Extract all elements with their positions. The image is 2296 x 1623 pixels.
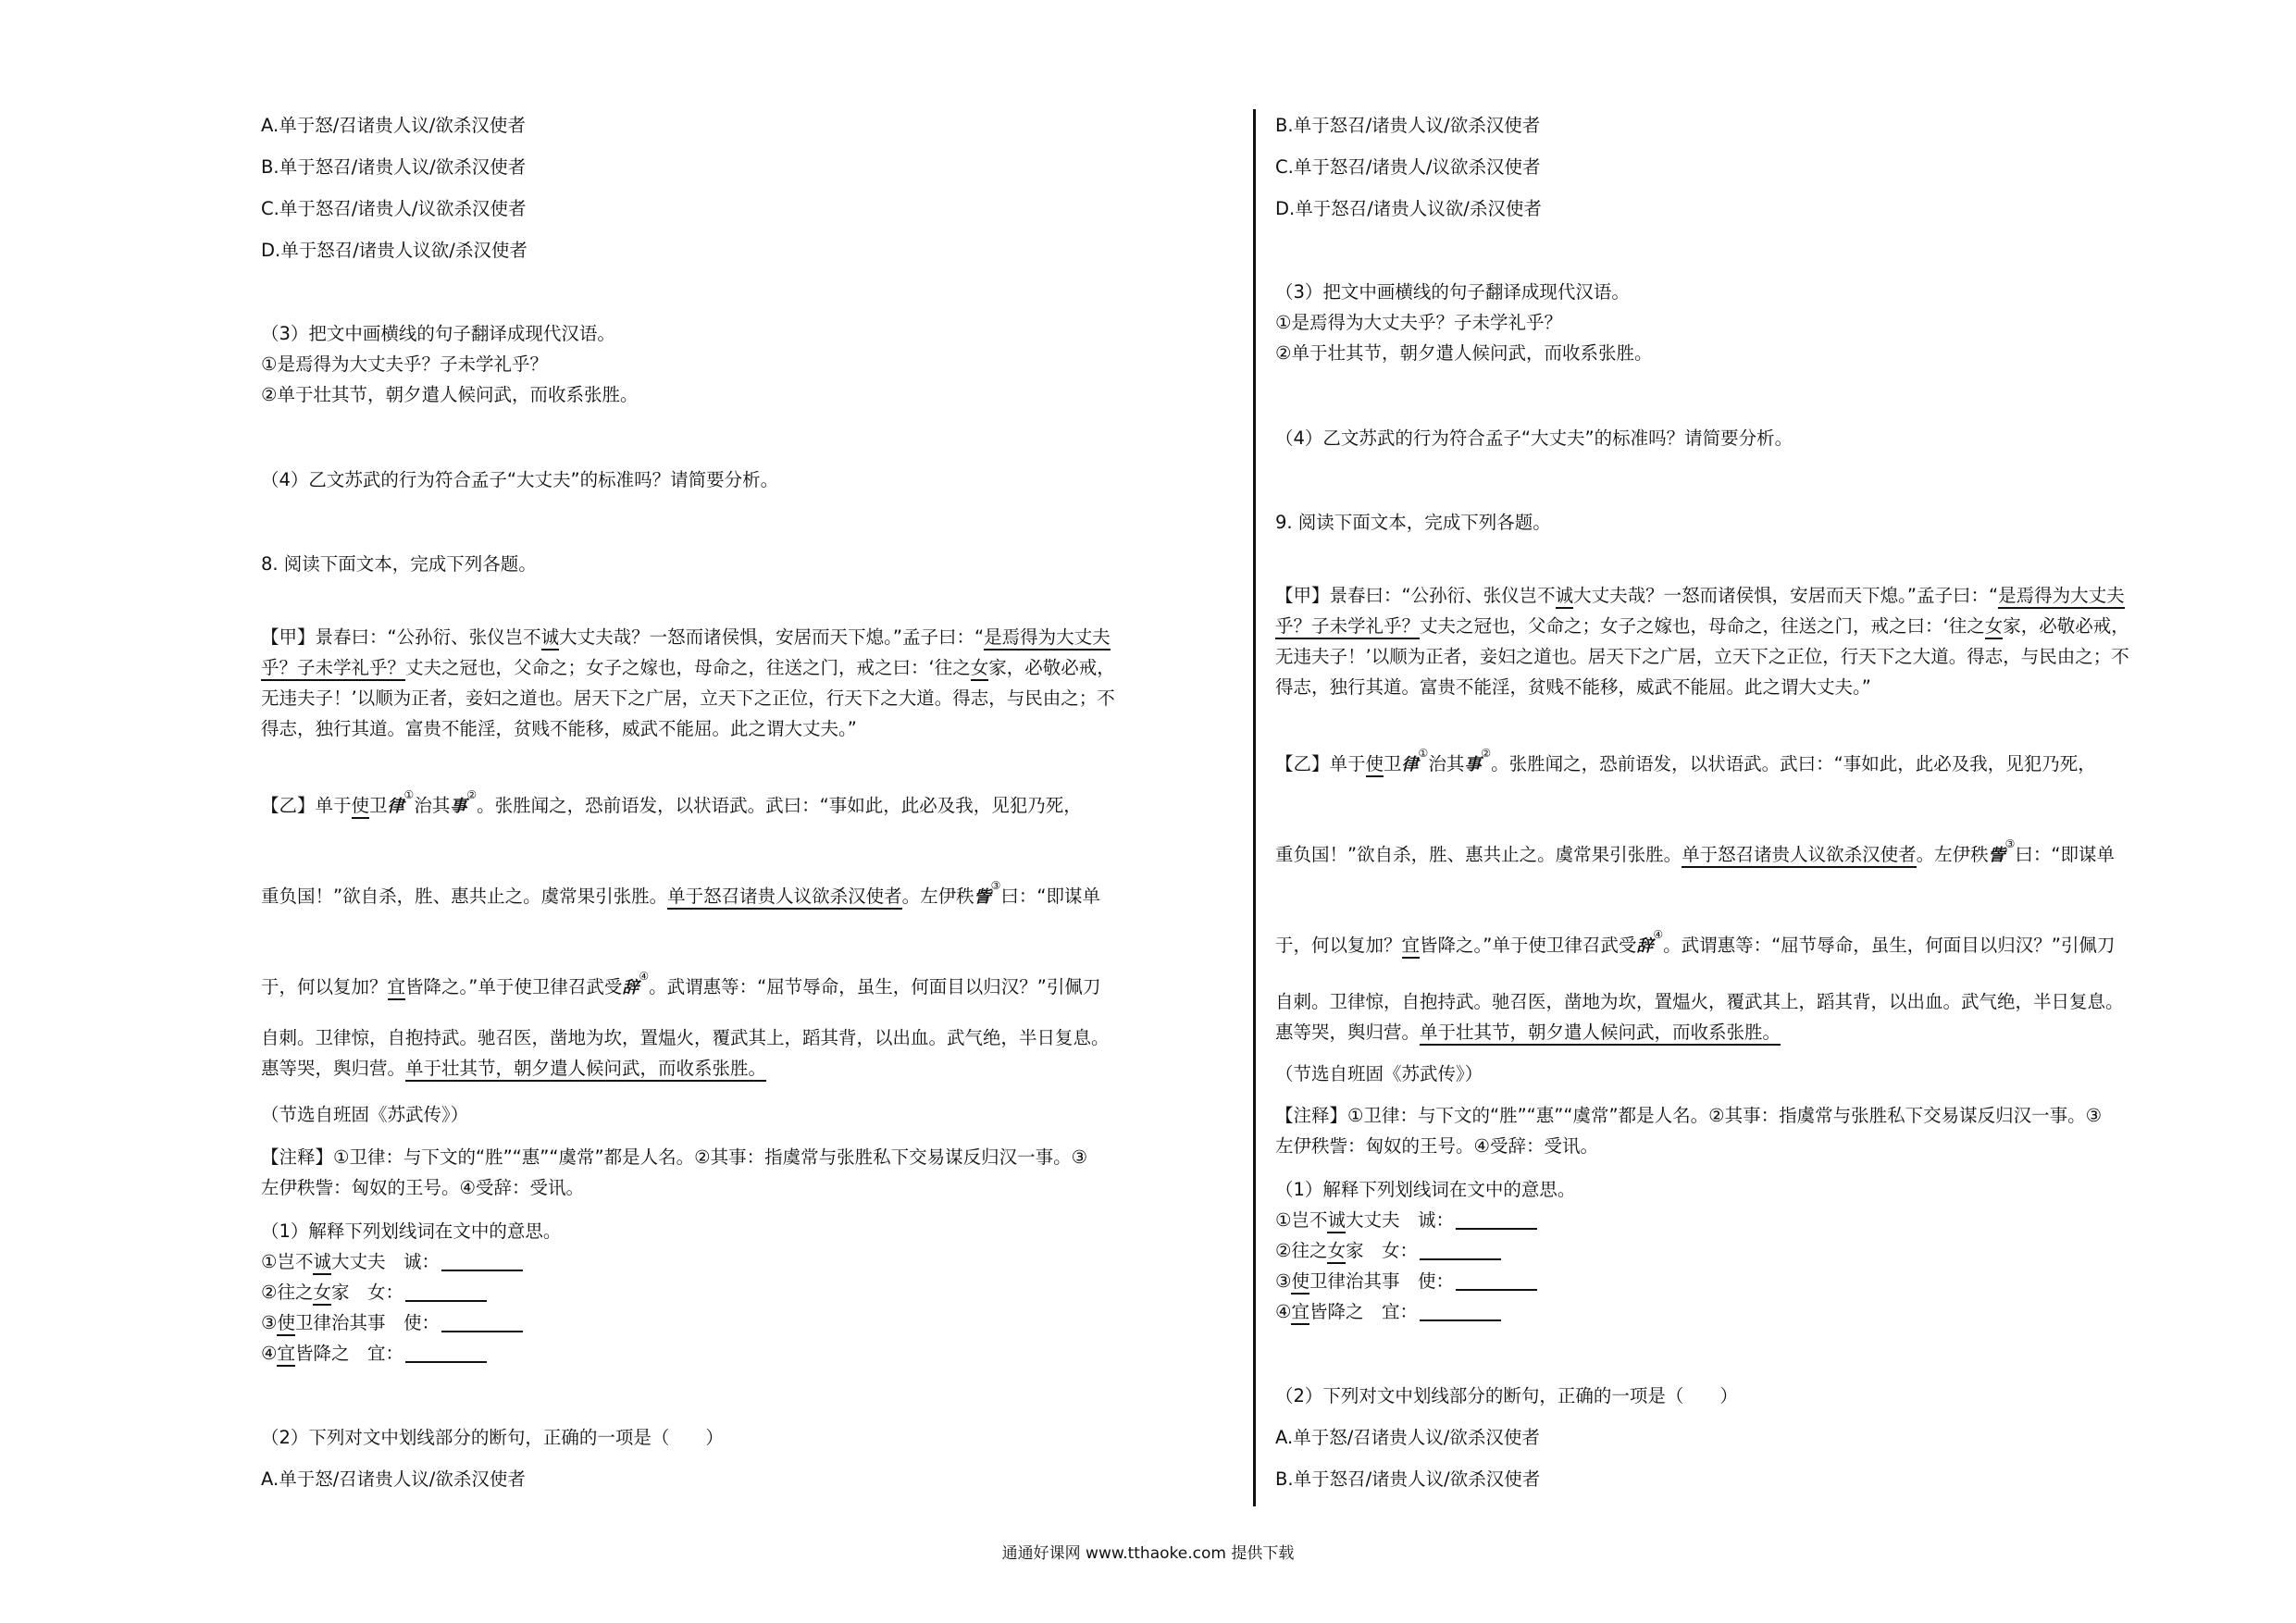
q4-text: （4）乙文苏武的行为符合孟子“大丈夫”的标准吗？请简要分析。 [261,469,779,490]
column-divider [1253,109,1256,1506]
notes-line-1: 【注释】①卫律：与下文的“胜”“惠”“虞常”都是人名。②其事：指虞常与张胜私下交易谋反归汉一事。③ [261,1146,1088,1168]
q2-option-a: A.单于怒/召诸贵人议/欲杀汉使者 [1275,1427,1540,1448]
footer-credit: 通通好课网 www.tthaoke.com 提供下载 [1001,1544,1295,1563]
garbled-glyph-icon: 律 [387,797,404,816]
q1-item-4: ④宜皆降之 宜： [1275,1300,1501,1324]
option-b: B.单于怒召/诸贵人议/欲杀汉使者 [261,156,527,178]
q1-item-2: ②往之女家 女： [261,1281,487,1305]
source-citation: （节选自班固《苏武传》） [261,1104,469,1125]
q3-heading: （3）把文中画横线的句子翻译成现代汉语。 [1275,281,1630,303]
passage-jia-line-4: 得志，独行其道。富贵不能淫，贫贱不能移，威武不能屈。此之谓大丈夫。” [1275,676,1871,698]
garbled-glyph-icon: 事 [450,797,467,816]
q1-heading: （1）解释下列划线词在文中的意思。 [261,1220,562,1242]
source-citation: （节选自班固《苏武传》） [1275,1063,1483,1084]
answer-blank[interactable] [441,1251,523,1271]
q2-heading: （2）下列对文中划线部分的断句，正确的一项是（ ） [1275,1385,1738,1406]
q1-item-3: ③使卫律治其事 使： [261,1311,523,1335]
passage-jia-line-3: 无违夫子！’以顺为正者，妾妇之道也。居天下之广居，立天下之正位，行天下之大道。得志，与民由之；不 [1275,646,2129,667]
q3-sentence-2: ②单于壮其节，朝夕遣人候问武，而收系张胜。 [261,384,639,405]
answer-blank[interactable] [1420,1301,1501,1321]
q3-heading: （3）把文中画横线的句子翻译成现代汉语。 [261,323,615,344]
option-c: C.单于怒召/诸贵人/议欲杀汉使者 [261,198,527,219]
option-d: D.单于怒召/诸贵人议欲/杀汉使者 [261,240,527,261]
q3-sentence-1: ①是焉得为大丈夫乎？子未学礼乎？ [1275,312,1562,333]
q2-heading: （2）下列对文中划线部分的断句，正确的一项是（ ） [261,1427,724,1448]
option-c: C.单于怒召/诸贵人/议欲杀汉使者 [1275,156,1541,178]
garbled-glyph-icon: 訾 [974,887,991,907]
notes-line-2: 左伊秩訾：匈奴的王号。④受辞：受讯。 [261,1177,584,1198]
passage-yi-line-2: 重负国！”欲自杀，胜、惠共止之。虞常果引张胜。单于怒召诸贵人议欲杀汉使者。左伊秩訾③曰：“即谋单 [1275,843,2115,869]
passage-yi-line-4: 自刺。卫律惊，自抱持武。驰召医，凿地为坎，置煴火，覆武其上，蹈其背，以出血。武气绝，半日复息。 [1275,991,2124,1012]
answer-blank[interactable] [1420,1240,1501,1260]
q4-text: （4）乙文苏武的行为符合孟子“大丈夫”的标准吗？请简要分析。 [1275,427,1793,449]
q3-sentence-1: ①是焉得为大丈夫乎？子未学礼乎？ [261,353,548,375]
passage-yi-line-5: 惠等哭，舆归营。单于壮其节，朝夕遣人候问武，而收系张胜。 [261,1057,766,1081]
passage-jia-line-2: 乎？子未学礼乎？丈夫之冠也，父命之；女子之嫁也，母命之，往送之门，戒之曰：‘往之女家，必敬必戒， [261,656,1115,680]
answer-blank[interactable] [441,1312,523,1332]
answer-blank[interactable] [1456,1270,1537,1291]
passage-jia-line-1: 【甲】景春曰：“公孙衍、张仪岂不诚大丈夫哉？一怒而诸侯惧，安居而天下熄。”孟子曰：“是焉得为大丈夫 [1275,584,2125,608]
garbled-glyph-icon: 事 [1464,755,1482,774]
answer-blank[interactable] [1456,1209,1537,1230]
q1-item-1: ①岂不诚大丈夫 诚： [1275,1208,1537,1233]
notes-line-1: 【注释】①卫律：与下文的“胜”“惠”“虞常”都是人名。②其事：指虞常与张胜私下交易谋反归汉一事。③ [1275,1105,2103,1126]
q1-heading: （1）解释下列划线词在文中的意思。 [1275,1179,1576,1200]
question-number: 9. 阅读下面文本，完成下列各题。 [1275,512,1551,533]
q1-item-4: ④宜皆降之 宜： [261,1342,487,1366]
garbled-glyph-icon: 律 [1401,755,1419,774]
passage-yi-line-4: 自刺。卫律惊，自抱持武。驰召医，凿地为坎，置煴火，覆武其上，蹈其背，以出血。武气绝，半日复息。 [261,1027,1110,1048]
garbled-glyph-icon: 辞 [1636,936,1654,956]
q1-item-1: ①岂不诚大丈夫 诚： [261,1250,523,1274]
answer-blank[interactable] [405,1343,487,1363]
notes-line-2: 左伊秩訾：匈奴的王号。④受辞：受讯。 [1275,1135,1598,1157]
option-d: D.单于怒召/诸贵人议欲/杀汉使者 [1275,198,1542,219]
option-a: A.单于怒/召诸贵人议/欲杀汉使者 [261,115,526,136]
q2-option-a: A.单于怒/召诸贵人议/欲杀汉使者 [261,1468,526,1490]
passage-jia-line-3: 无违夫子！’以顺为正者，妾妇之道也。居天下之广居，立天下之正位，行天下之大道。得志，与民由之；不 [261,688,1115,709]
question-number: 8. 阅读下面文本，完成下列各题。 [261,553,537,575]
option-b: B.单于怒召/诸贵人议/欲杀汉使者 [1275,115,1541,136]
passage-yi-line-3: 于，何以复加？宜皆降之。”单于使卫律召武受辞④。武谓惠等：“屈节辱命，虽生，何面目以归汉？”引佩刀 [261,975,1100,1001]
passage-yi-line-1: 【乙】单于使卫律①治其事②。张胜闻之，恐前语发，以状语武。武曰：“事如此，此必及我，见犯乃死， [261,794,1082,820]
passage-yi-line-1: 【乙】单于使卫律①治其事②。张胜闻之，恐前语发，以状语武。武曰：“事如此，此必及我，见犯乃死， [1275,752,2096,778]
passage-jia-line-2: 乎？子未学礼乎？丈夫之冠也，父命之；女子之嫁也，母命之，往送之门，戒之曰：‘往之女家，必敬必戒， [1275,614,2129,638]
q2-option-b: B.单于怒召/诸贵人议/欲杀汉使者 [1275,1468,1541,1490]
garbled-glyph-icon: 訾 [1988,846,2005,865]
passage-yi-line-3: 于，何以复加？宜皆降之。”单于使卫律召武受辞④。武谓惠等：“屈节辱命，虽生，何面目以归汉？”引佩刀 [1275,934,2115,960]
q1-item-3: ③使卫律治其事 使： [1275,1270,1537,1294]
passage-yi-line-2: 重负国！”欲自杀，胜、惠共止之。虞常果引张胜。单于怒召诸贵人议欲杀汉使者。左伊秩訾③曰：“即谋单 [261,885,1100,911]
q1-item-2: ②往之女家 女： [1275,1239,1501,1263]
passage-jia-line-1: 【甲】景春曰：“公孙衍、张仪岂不诚大丈夫哉？一怒而诸侯惧，安居而天下熄。”孟子曰：“是焉得为大丈夫 [261,626,1111,650]
garbled-glyph-icon: 辞 [622,978,639,997]
answer-blank[interactable] [405,1282,487,1302]
passage-yi-line-5: 惠等哭，舆归营。单于壮其节，朝夕遣人候问武，而收系张胜。 [1275,1021,1781,1045]
passage-jia-line-4: 得志，独行其道。富贵不能淫，贫贱不能移，威武不能屈。此之谓大丈夫。” [261,718,857,739]
q3-sentence-2: ②单于壮其节，朝夕遣人候问武，而收系张胜。 [1275,342,1653,364]
